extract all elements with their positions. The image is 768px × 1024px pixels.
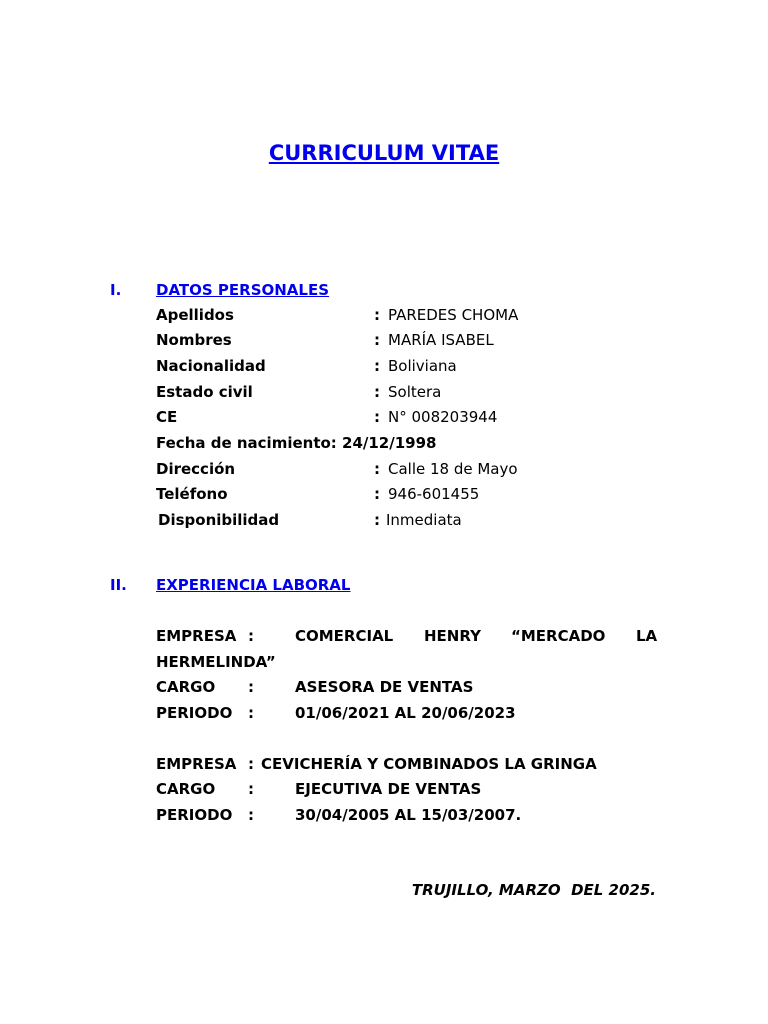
- field-colon: :: [374, 306, 380, 324]
- field-label-apellidos: Apellidos: [156, 306, 234, 324]
- field-colon: :: [374, 357, 380, 375]
- field-value-nombres: MARÍA ISABEL: [388, 331, 494, 349]
- field-value-nacionalidad: Boliviana: [388, 357, 457, 375]
- section-title-experience: EXPERIENCIA LABORAL: [156, 576, 351, 594]
- empresa-word: LA: [636, 627, 658, 645]
- empresa-word: COMERCIAL: [295, 627, 394, 645]
- cargo-label: CARGO: [156, 678, 216, 696]
- field-colon: :: [374, 511, 380, 529]
- field-label-ce: CE: [156, 408, 178, 426]
- document-title: CURRICULUM VITAE: [268, 141, 500, 165]
- field-value-direccion: Calle 18 de Mayo: [388, 460, 518, 478]
- field-label-disponibilidad: Disponibilidad: [158, 511, 280, 529]
- periodo-colon: :: [248, 704, 254, 722]
- field-value-estado-civil: Soltera: [388, 383, 442, 401]
- field-value-disponibilidad: Inmediata: [386, 511, 462, 529]
- empresa-continuation: HERMELINDA”: [156, 653, 276, 671]
- periodo-value: 30/04/2005 AL 15/03/2007.: [295, 806, 522, 824]
- empresa-colon: :: [248, 627, 254, 645]
- field-label-nombres: Nombres: [156, 331, 232, 349]
- periodo-label: PERIODO: [156, 806, 233, 824]
- empresa-label: EMPRESA: [156, 755, 237, 773]
- empresa-colon: :: [248, 755, 254, 773]
- field-value-telefono: 946-601455: [388, 485, 480, 503]
- cargo-colon: :: [248, 678, 254, 696]
- empresa-word: “MERCADO: [511, 627, 606, 645]
- section-number-experience: II.: [110, 576, 127, 594]
- field-label-direccion: Dirección: [156, 460, 236, 478]
- empresa-word: HENRY: [424, 627, 481, 645]
- empresa-label: EMPRESA: [156, 627, 237, 645]
- field-colon: :: [374, 485, 380, 503]
- field-value-apellidos: PAREDES CHOMA: [388, 306, 519, 324]
- place-date-footer: TRUJILLO, MARZO DEL 2025.: [411, 881, 656, 899]
- field-colon: :: [374, 383, 380, 401]
- cargo-value: EJECUTIVA DE VENTAS: [295, 780, 482, 798]
- cargo-value: ASESORA DE VENTAS: [295, 678, 474, 696]
- empresa-value: CEVICHERÍA Y COMBINADOS LA GRINGA: [261, 755, 597, 773]
- periodo-value: 01/06/2021 AL 20/06/2023: [295, 704, 516, 722]
- field-value-ce: N° 008203944: [388, 408, 498, 426]
- field-label-telefono: Teléfono: [156, 485, 228, 503]
- cargo-label: CARGO: [156, 780, 216, 798]
- section-number-personal: I.: [110, 281, 122, 299]
- periodo-colon: :: [248, 806, 254, 824]
- field-colon: :: [374, 331, 380, 349]
- periodo-label: PERIODO: [156, 704, 233, 722]
- section-title-personal: DATOS PERSONALES: [156, 281, 330, 299]
- field-label-estado-civil: Estado civil: [156, 383, 253, 401]
- cargo-colon: :: [248, 780, 254, 798]
- field-fecha-nacimiento: Fecha de nacimiento: 24/12/1998: [156, 434, 437, 452]
- field-colon: :: [374, 408, 380, 426]
- field-colon: :: [374, 460, 380, 478]
- field-label-nacionalidad: Nacionalidad: [156, 357, 266, 375]
